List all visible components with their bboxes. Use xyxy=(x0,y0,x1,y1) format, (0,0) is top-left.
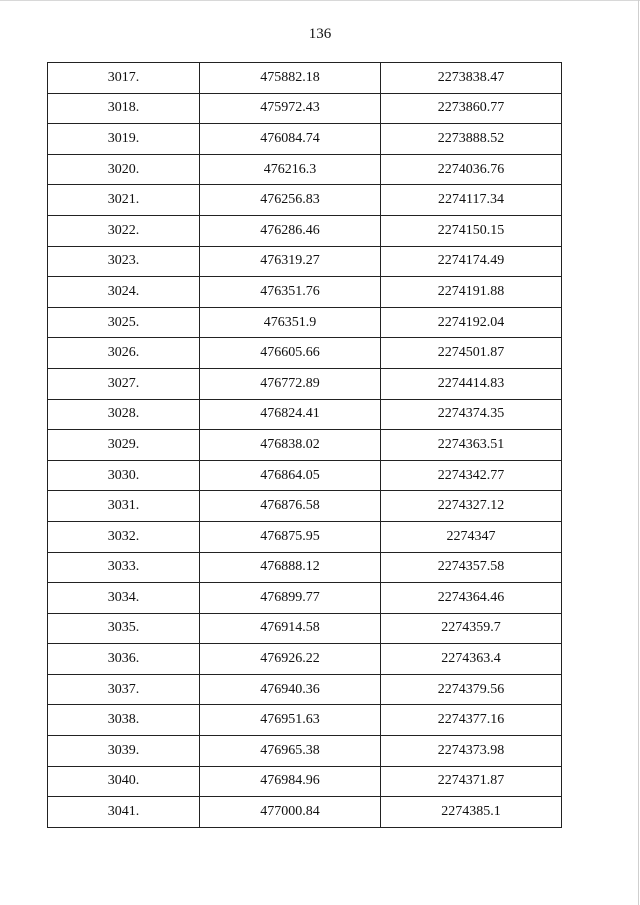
table-row xyxy=(48,460,562,491)
y-coordinate-cell: 2274414.83 xyxy=(381,368,562,399)
y-coordinate-cell: 2274364.46 xyxy=(381,583,562,614)
table-row xyxy=(48,521,562,552)
table-row xyxy=(48,766,562,797)
y-coordinate-cell: 2274117.34 xyxy=(381,185,562,216)
point-number-cell: 3034. xyxy=(48,583,200,614)
table-row xyxy=(48,246,562,277)
point-number-cell: 3017. xyxy=(48,63,200,94)
x-coordinate-cell: 476875.95 xyxy=(200,521,381,552)
x-coordinate-cell: 476216.3 xyxy=(200,154,381,185)
x-coordinate-cell: 476888.12 xyxy=(200,552,381,583)
page-edge-top xyxy=(0,0,640,1)
point-number-cell: 3041. xyxy=(48,797,200,828)
table-row xyxy=(48,736,562,767)
point-number-cell: 3028. xyxy=(48,399,200,430)
point-number-cell: 3036. xyxy=(48,644,200,675)
y-coordinate-cell: 2274359.7 xyxy=(381,613,562,644)
y-coordinate-cell: 2274192.04 xyxy=(381,307,562,338)
page-edge-right xyxy=(638,0,639,905)
x-coordinate-cell: 476838.02 xyxy=(200,430,381,461)
table-row xyxy=(48,644,562,675)
x-coordinate-cell: 476965.38 xyxy=(200,736,381,767)
y-coordinate-cell: 2274036.76 xyxy=(381,154,562,185)
x-coordinate-cell: 476951.63 xyxy=(200,705,381,736)
table-row xyxy=(48,399,562,430)
point-number-cell: 3027. xyxy=(48,368,200,399)
y-coordinate-cell: 2274363.4 xyxy=(381,644,562,675)
y-coordinate-cell: 2274373.98 xyxy=(381,736,562,767)
point-number-cell: 3029. xyxy=(48,430,200,461)
table-row xyxy=(48,215,562,246)
point-number-cell: 3035. xyxy=(48,613,200,644)
table-row xyxy=(48,552,562,583)
coordinates-table-body xyxy=(48,63,562,828)
y-coordinate-cell: 2274377.16 xyxy=(381,705,562,736)
y-coordinate-cell: 2274347 xyxy=(381,521,562,552)
point-number-cell: 3019. xyxy=(48,124,200,155)
y-coordinate-cell: 2273838.47 xyxy=(381,63,562,94)
x-coordinate-cell: 476286.46 xyxy=(200,215,381,246)
x-coordinate-cell: 476772.89 xyxy=(200,368,381,399)
point-number-cell: 3022. xyxy=(48,215,200,246)
point-number-cell: 3038. xyxy=(48,705,200,736)
y-coordinate-cell: 2274342.77 xyxy=(381,460,562,491)
y-coordinate-cell: 2274150.15 xyxy=(381,215,562,246)
y-coordinate-cell: 2274191.88 xyxy=(381,277,562,308)
point-number-cell: 3032. xyxy=(48,521,200,552)
point-number-cell: 3031. xyxy=(48,491,200,522)
y-coordinate-cell: 2274174.49 xyxy=(381,246,562,277)
point-number-cell: 3020. xyxy=(48,154,200,185)
point-number-cell: 3024. xyxy=(48,277,200,308)
table-row xyxy=(48,154,562,185)
point-number-cell: 3025. xyxy=(48,307,200,338)
y-coordinate-cell: 2274385.1 xyxy=(381,797,562,828)
x-coordinate-cell: 476984.96 xyxy=(200,766,381,797)
x-coordinate-cell: 476605.66 xyxy=(200,338,381,369)
y-coordinate-cell: 2274374.35 xyxy=(381,399,562,430)
point-number-cell: 3021. xyxy=(48,185,200,216)
x-coordinate-cell: 476256.83 xyxy=(200,185,381,216)
x-coordinate-cell: 475882.18 xyxy=(200,63,381,94)
table-row xyxy=(48,307,562,338)
y-coordinate-cell: 2274379.56 xyxy=(381,674,562,705)
x-coordinate-cell: 476084.74 xyxy=(200,124,381,155)
y-coordinate-cell: 2274371.87 xyxy=(381,766,562,797)
x-coordinate-cell: 476940.36 xyxy=(200,674,381,705)
table-row xyxy=(48,491,562,522)
point-number-cell: 3023. xyxy=(48,246,200,277)
y-coordinate-cell: 2273860.77 xyxy=(381,93,562,124)
point-number-cell: 3039. xyxy=(48,736,200,767)
x-coordinate-cell: 477000.84 xyxy=(200,797,381,828)
table-row xyxy=(48,430,562,461)
table-row xyxy=(48,797,562,828)
x-coordinate-cell: 476926.22 xyxy=(200,644,381,675)
x-coordinate-cell: 476914.58 xyxy=(200,613,381,644)
table-row xyxy=(48,613,562,644)
table-row xyxy=(48,674,562,705)
y-coordinate-cell: 2274357.58 xyxy=(381,552,562,583)
table-row xyxy=(48,93,562,124)
table-row xyxy=(48,124,562,155)
y-coordinate-cell: 2274501.87 xyxy=(381,338,562,369)
table-row xyxy=(48,583,562,614)
point-number-cell: 3030. xyxy=(48,460,200,491)
x-coordinate-cell: 475972.43 xyxy=(200,93,381,124)
x-coordinate-cell: 476864.05 xyxy=(200,460,381,491)
point-number-cell: 3018. xyxy=(48,93,200,124)
table-row xyxy=(48,338,562,369)
point-number-cell: 3040. xyxy=(48,766,200,797)
table-row xyxy=(48,63,562,94)
x-coordinate-cell: 476319.27 xyxy=(200,246,381,277)
y-coordinate-cell: 2273888.52 xyxy=(381,124,562,155)
table-row xyxy=(48,705,562,736)
x-coordinate-cell: 476876.58 xyxy=(200,491,381,522)
x-coordinate-cell: 476899.77 xyxy=(200,583,381,614)
point-number-cell: 3026. xyxy=(48,338,200,369)
x-coordinate-cell: 476351.9 xyxy=(200,307,381,338)
y-coordinate-cell: 2274363.51 xyxy=(381,430,562,461)
table-row xyxy=(48,368,562,399)
x-coordinate-cell: 476824.41 xyxy=(200,399,381,430)
point-number-cell: 3037. xyxy=(48,674,200,705)
y-coordinate-cell: 2274327.12 xyxy=(381,491,562,522)
x-coordinate-cell: 476351.76 xyxy=(200,277,381,308)
table-row xyxy=(48,277,562,308)
table-row xyxy=(48,185,562,216)
point-number-cell: 3033. xyxy=(48,552,200,583)
page-number: 136 xyxy=(308,26,332,42)
coordinates-table xyxy=(47,62,562,828)
